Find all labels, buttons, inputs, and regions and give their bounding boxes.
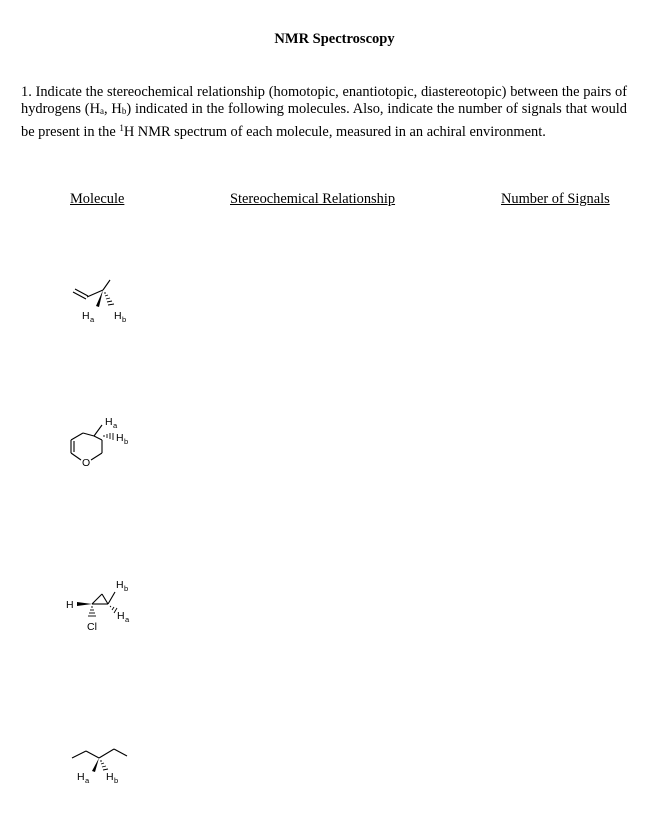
label-a: a xyxy=(90,315,95,324)
question-part-1: Indicate the stereochemical relationship (homotopic, enantiotopic, diastereotopic) between the pairs of hydrogens (H xyxy=(21,84,627,117)
label-a: a xyxy=(85,776,90,785)
molecule-2-structure xyxy=(62,408,142,474)
page-title: NMR Spectroscopy xyxy=(274,31,395,47)
label-o: O xyxy=(82,457,91,469)
label-h: H xyxy=(82,310,90,322)
label-b: b xyxy=(124,584,129,593)
subscript-a: a xyxy=(99,106,104,116)
question-sep: , H xyxy=(103,101,122,117)
molecule-1-structure xyxy=(66,276,146,326)
column-header-signals: Number of Signals xyxy=(501,191,610,207)
molecule-4-structure xyxy=(64,738,144,788)
question-part-2: ) indicated in the following molecules. Also, indicate the number of signals that would be present in the xyxy=(21,101,627,140)
label-a: a xyxy=(125,615,130,624)
label-h: H xyxy=(117,610,125,622)
label-h: H xyxy=(106,771,114,783)
column-header-molecule: Molecule xyxy=(70,191,125,207)
subscript-b: b xyxy=(121,106,127,116)
question-number: 1. xyxy=(21,84,32,100)
molecule-3-structure xyxy=(62,576,142,640)
label-h: H xyxy=(105,416,113,428)
label-b: b xyxy=(122,315,127,324)
label-h: H xyxy=(116,579,124,591)
label-a: a xyxy=(113,421,118,430)
question-part-3: H NMR spectrum of each molecule, measured in an achiral environment. xyxy=(123,124,546,140)
superscript-1: 1 xyxy=(119,123,124,133)
label-h: H xyxy=(77,771,85,783)
question-text xyxy=(21,84,627,141)
label-cl: Cl xyxy=(87,621,97,633)
label-b: b xyxy=(114,776,119,785)
label-b: b xyxy=(124,437,129,446)
column-header-relationship: Stereochemical Relationship xyxy=(230,191,396,207)
label-h: H xyxy=(114,310,122,322)
label-h: H xyxy=(116,432,124,444)
label-h: H xyxy=(66,599,74,611)
